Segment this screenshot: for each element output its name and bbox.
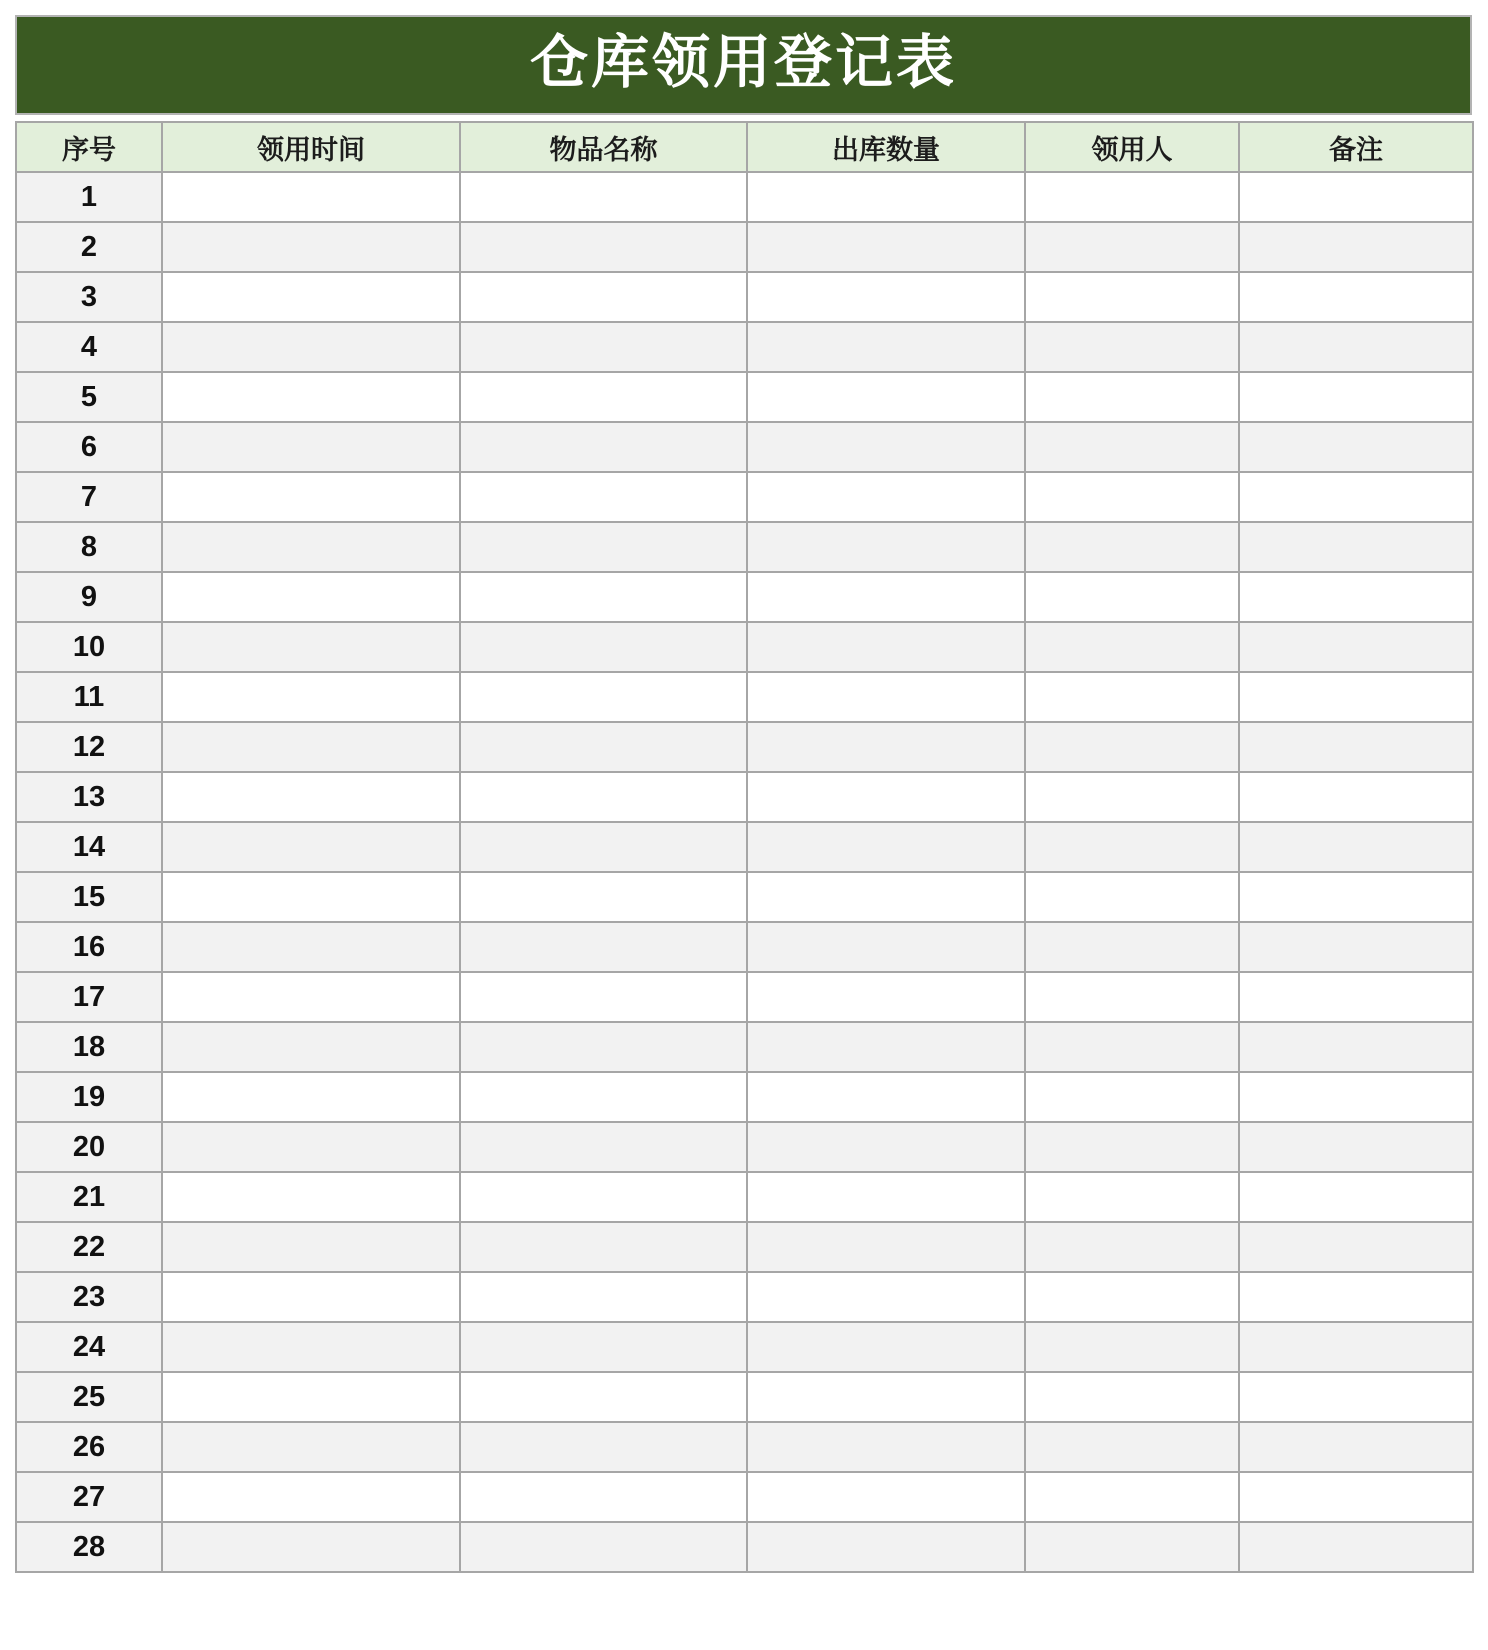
cell-qty[interactable] bbox=[747, 572, 1025, 622]
row-number-cell: 18 bbox=[16, 1022, 162, 1072]
cell-time[interactable] bbox=[162, 1472, 460, 1522]
cell-qty[interactable] bbox=[747, 472, 1025, 522]
cell-person[interactable] bbox=[1025, 622, 1239, 672]
cell-time[interactable] bbox=[162, 172, 460, 222]
cell-item[interactable] bbox=[460, 822, 747, 872]
row-number-cell: 6 bbox=[16, 422, 162, 472]
cell-time[interactable] bbox=[162, 1272, 460, 1322]
cell-person[interactable] bbox=[1025, 1422, 1239, 1472]
cell-person[interactable] bbox=[1025, 872, 1239, 922]
table-row bbox=[16, 972, 1473, 1022]
cell-person[interactable] bbox=[1025, 1022, 1239, 1072]
column-header-time: 领用时间 bbox=[162, 122, 460, 172]
cell-time[interactable] bbox=[162, 1522, 460, 1572]
cell-person[interactable] bbox=[1025, 1222, 1239, 1272]
row-number-cell: 17 bbox=[16, 972, 162, 1022]
cell-item[interactable] bbox=[460, 1172, 747, 1222]
cell-qty[interactable] bbox=[747, 1272, 1025, 1322]
cell-person[interactable] bbox=[1025, 722, 1239, 772]
table-row bbox=[16, 1122, 1473, 1172]
cell-note[interactable] bbox=[1239, 672, 1473, 722]
cell-time[interactable] bbox=[162, 222, 460, 272]
cell-qty[interactable] bbox=[747, 872, 1025, 922]
cell-time[interactable] bbox=[162, 272, 460, 322]
cell-time[interactable] bbox=[162, 1122, 460, 1172]
table-row bbox=[16, 1072, 1473, 1122]
cell-item[interactable] bbox=[460, 1472, 747, 1522]
table-row bbox=[16, 1322, 1473, 1372]
row-number-cell: 1 bbox=[16, 172, 162, 222]
cell-item[interactable] bbox=[460, 1372, 747, 1422]
row-number-cell: 13 bbox=[16, 772, 162, 822]
table-row bbox=[16, 722, 1473, 772]
cell-note[interactable] bbox=[1239, 1172, 1473, 1222]
cell-note[interactable] bbox=[1239, 1272, 1473, 1322]
row-number-cell: 16 bbox=[16, 922, 162, 972]
cell-person[interactable] bbox=[1025, 1372, 1239, 1422]
cell-qty[interactable] bbox=[747, 922, 1025, 972]
cell-item[interactable] bbox=[460, 672, 747, 722]
cell-note[interactable] bbox=[1239, 372, 1473, 422]
cell-time[interactable] bbox=[162, 372, 460, 422]
cell-note[interactable] bbox=[1239, 872, 1473, 922]
cell-item[interactable] bbox=[460, 272, 747, 322]
cell-time[interactable] bbox=[162, 1422, 460, 1472]
cell-note[interactable] bbox=[1239, 1422, 1473, 1472]
cell-person[interactable] bbox=[1025, 822, 1239, 872]
cell-person[interactable] bbox=[1025, 672, 1239, 722]
cell-item[interactable] bbox=[460, 1322, 747, 1372]
column-header-note: 备注 bbox=[1239, 122, 1473, 172]
cell-item[interactable] bbox=[460, 572, 747, 622]
column-header-no: 序号 bbox=[16, 122, 162, 172]
cell-item[interactable] bbox=[460, 1122, 747, 1172]
cell-qty[interactable] bbox=[747, 1172, 1025, 1222]
table-row bbox=[16, 922, 1473, 972]
cell-qty[interactable] bbox=[747, 1122, 1025, 1172]
table-row bbox=[16, 472, 1473, 522]
cell-item[interactable] bbox=[460, 872, 747, 922]
cell-item[interactable] bbox=[460, 322, 747, 372]
cell-item[interactable] bbox=[460, 1522, 747, 1572]
cell-note[interactable] bbox=[1239, 722, 1473, 772]
cell-qty[interactable] bbox=[747, 1222, 1025, 1272]
cell-qty[interactable] bbox=[747, 1322, 1025, 1372]
cell-item[interactable] bbox=[460, 472, 747, 522]
row-number-cell: 20 bbox=[16, 1122, 162, 1172]
row-number-cell: 5 bbox=[16, 372, 162, 422]
cell-qty[interactable] bbox=[747, 1072, 1025, 1122]
cell-item[interactable] bbox=[460, 922, 747, 972]
row-number-cell: 15 bbox=[16, 872, 162, 922]
cell-time[interactable] bbox=[162, 1322, 460, 1372]
cell-time[interactable] bbox=[162, 922, 460, 972]
cell-note[interactable] bbox=[1239, 272, 1473, 322]
cell-item[interactable] bbox=[460, 422, 747, 472]
cell-time[interactable] bbox=[162, 722, 460, 772]
row-number-cell: 27 bbox=[16, 1472, 162, 1522]
cell-person[interactable] bbox=[1025, 1272, 1239, 1322]
table-row bbox=[16, 1372, 1473, 1422]
table-header-row bbox=[16, 122, 1473, 172]
cell-time[interactable] bbox=[162, 1372, 460, 1422]
cell-person[interactable] bbox=[1025, 472, 1239, 522]
cell-item[interactable] bbox=[460, 1422, 747, 1472]
cell-note[interactable] bbox=[1239, 1222, 1473, 1272]
row-number-cell: 21 bbox=[16, 1172, 162, 1222]
cell-note[interactable] bbox=[1239, 622, 1473, 672]
row-number-cell: 26 bbox=[16, 1422, 162, 1472]
cell-person[interactable] bbox=[1025, 172, 1239, 222]
cell-qty[interactable] bbox=[747, 522, 1025, 572]
table-row bbox=[16, 1172, 1473, 1222]
cell-item[interactable] bbox=[460, 622, 747, 672]
cell-person[interactable] bbox=[1025, 222, 1239, 272]
row-number-cell: 4 bbox=[16, 322, 162, 372]
table-row bbox=[16, 872, 1473, 922]
table-row bbox=[16, 422, 1473, 472]
cell-note[interactable] bbox=[1239, 1522, 1473, 1572]
row-number-cell: 9 bbox=[16, 572, 162, 622]
column-header-person: 领用人 bbox=[1025, 122, 1239, 172]
row-number-cell: 11 bbox=[16, 672, 162, 722]
cell-qty[interactable] bbox=[747, 422, 1025, 472]
table-row bbox=[16, 222, 1473, 272]
cell-qty[interactable] bbox=[747, 1472, 1025, 1522]
table-row bbox=[16, 672, 1473, 722]
cell-item[interactable] bbox=[460, 722, 747, 772]
cell-qty[interactable] bbox=[747, 622, 1025, 672]
cell-item[interactable] bbox=[460, 222, 747, 272]
cell-item[interactable] bbox=[460, 522, 747, 572]
cell-person[interactable] bbox=[1025, 1322, 1239, 1372]
table-row bbox=[16, 522, 1473, 572]
cell-note[interactable] bbox=[1239, 1122, 1473, 1172]
cell-qty[interactable] bbox=[747, 722, 1025, 772]
table-row bbox=[16, 822, 1473, 872]
cell-note[interactable] bbox=[1239, 972, 1473, 1022]
cell-item[interactable] bbox=[460, 372, 747, 422]
row-number-cell: 8 bbox=[16, 522, 162, 572]
cell-note[interactable] bbox=[1239, 572, 1473, 622]
cell-person[interactable] bbox=[1025, 522, 1239, 572]
cell-note[interactable] bbox=[1239, 522, 1473, 572]
column-header-qty: 出库数量 bbox=[747, 122, 1025, 172]
table-row bbox=[16, 322, 1473, 372]
cell-note[interactable] bbox=[1239, 1472, 1473, 1522]
row-number-cell: 14 bbox=[16, 822, 162, 872]
cell-time[interactable] bbox=[162, 1222, 460, 1272]
cell-note[interactable] bbox=[1239, 922, 1473, 972]
cell-qty[interactable] bbox=[747, 1522, 1025, 1572]
column-header-item: 物品名称 bbox=[460, 122, 747, 172]
cell-qty[interactable] bbox=[747, 222, 1025, 272]
table-row bbox=[16, 572, 1473, 622]
cell-person[interactable] bbox=[1025, 1522, 1239, 1572]
cell-note[interactable] bbox=[1239, 422, 1473, 472]
cell-person[interactable] bbox=[1025, 372, 1239, 422]
cell-person[interactable] bbox=[1025, 972, 1239, 1022]
cell-qty[interactable] bbox=[747, 172, 1025, 222]
cell-person[interactable] bbox=[1025, 1172, 1239, 1222]
table-row bbox=[16, 1272, 1473, 1322]
cell-item[interactable] bbox=[460, 1222, 747, 1272]
cell-item[interactable] bbox=[460, 1072, 747, 1122]
table-row bbox=[16, 372, 1473, 422]
table-row bbox=[16, 1422, 1473, 1472]
cell-qty[interactable] bbox=[747, 1022, 1025, 1072]
cell-qty[interactable] bbox=[747, 1422, 1025, 1472]
cell-qty[interactable] bbox=[747, 372, 1025, 422]
cell-time[interactable] bbox=[162, 672, 460, 722]
cell-time[interactable] bbox=[162, 322, 460, 372]
cell-qty[interactable] bbox=[747, 322, 1025, 372]
title-banner bbox=[15, 15, 1472, 115]
row-number-cell: 3 bbox=[16, 272, 162, 322]
cell-person[interactable] bbox=[1025, 322, 1239, 372]
cell-person[interactable] bbox=[1025, 1122, 1239, 1172]
cell-time[interactable] bbox=[162, 1172, 460, 1222]
cell-time[interactable] bbox=[162, 522, 460, 572]
cell-time[interactable] bbox=[162, 472, 460, 522]
row-number-cell: 23 bbox=[16, 1272, 162, 1322]
cell-note[interactable] bbox=[1239, 1022, 1473, 1072]
cell-note[interactable] bbox=[1239, 1372, 1473, 1422]
cell-note[interactable] bbox=[1239, 172, 1473, 222]
cell-note[interactable] bbox=[1239, 1072, 1473, 1122]
cell-qty[interactable] bbox=[747, 1372, 1025, 1422]
cell-item[interactable] bbox=[460, 172, 747, 222]
cell-person[interactable] bbox=[1025, 422, 1239, 472]
row-number-cell: 10 bbox=[16, 622, 162, 672]
cell-qty[interactable] bbox=[747, 772, 1025, 822]
cell-time[interactable] bbox=[162, 1022, 460, 1072]
table-row bbox=[16, 1522, 1473, 1572]
row-number-cell: 25 bbox=[16, 1372, 162, 1422]
cell-item[interactable] bbox=[460, 1022, 747, 1072]
cell-note[interactable] bbox=[1239, 822, 1473, 872]
cell-person[interactable] bbox=[1025, 1072, 1239, 1122]
cell-time[interactable] bbox=[162, 872, 460, 922]
cell-time[interactable] bbox=[162, 422, 460, 472]
table-row bbox=[16, 772, 1473, 822]
cell-qty[interactable] bbox=[747, 822, 1025, 872]
cell-note[interactable] bbox=[1239, 322, 1473, 372]
cell-time[interactable] bbox=[162, 622, 460, 672]
cell-person[interactable] bbox=[1025, 572, 1239, 622]
cell-qty[interactable] bbox=[747, 972, 1025, 1022]
cell-time[interactable] bbox=[162, 1072, 460, 1122]
cell-time[interactable] bbox=[162, 822, 460, 872]
cell-item[interactable] bbox=[460, 772, 747, 822]
cell-time[interactable] bbox=[162, 572, 460, 622]
cell-person[interactable] bbox=[1025, 772, 1239, 822]
cell-time[interactable] bbox=[162, 972, 460, 1022]
table-row bbox=[16, 1472, 1473, 1522]
cell-note[interactable] bbox=[1239, 1322, 1473, 1372]
row-number-cell: 24 bbox=[16, 1322, 162, 1372]
row-number-cell: 2 bbox=[16, 222, 162, 272]
table-row bbox=[16, 272, 1473, 322]
requisition-table bbox=[15, 121, 1474, 1573]
cell-person[interactable] bbox=[1025, 922, 1239, 972]
row-number-cell: 7 bbox=[16, 472, 162, 522]
table-row bbox=[16, 1222, 1473, 1272]
cell-note[interactable] bbox=[1239, 772, 1473, 822]
cell-person[interactable] bbox=[1025, 272, 1239, 322]
cell-note[interactable] bbox=[1239, 222, 1473, 272]
cell-qty[interactable] bbox=[747, 272, 1025, 322]
cell-item[interactable] bbox=[460, 972, 747, 1022]
cell-note[interactable] bbox=[1239, 472, 1473, 522]
table-row bbox=[16, 1022, 1473, 1072]
cell-time[interactable] bbox=[162, 772, 460, 822]
table-row bbox=[16, 172, 1473, 222]
cell-person[interactable] bbox=[1025, 1472, 1239, 1522]
cell-qty[interactable] bbox=[747, 672, 1025, 722]
row-number-cell: 12 bbox=[16, 722, 162, 772]
table-row bbox=[16, 622, 1473, 672]
cell-item[interactable] bbox=[460, 1272, 747, 1322]
row-number-cell: 19 bbox=[16, 1072, 162, 1122]
row-number-cell: 22 bbox=[16, 1222, 162, 1272]
page-title: 仓库领用登记表 bbox=[529, 30, 957, 95]
row-number-cell: 28 bbox=[16, 1522, 162, 1572]
